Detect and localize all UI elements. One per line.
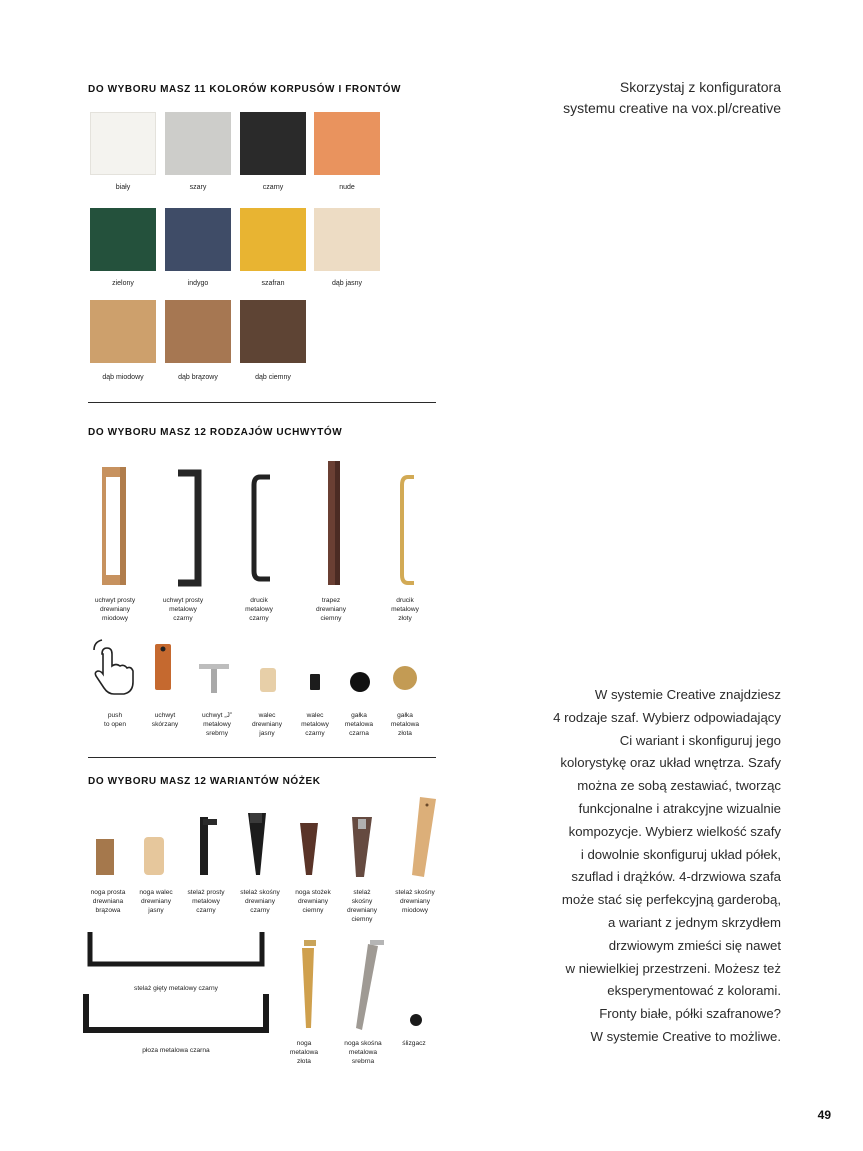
swatch-label: zielony [112, 280, 134, 287]
swatch-label: nude [339, 184, 355, 191]
dark-wood-cone-leg-icon [300, 823, 318, 875]
leg-caption: noga metalowa złota [289, 1040, 319, 1065]
body-line: Ci wariant i skonfiguruj jego [619, 732, 781, 748]
body-line: W systemie Creative to możliwe. [590, 1028, 781, 1044]
swatch-nude [314, 112, 380, 175]
push-to-open-hand-icon [94, 640, 133, 694]
swatch-label: biały [115, 184, 131, 191]
light-wood-cylinder-knob-icon [260, 668, 276, 692]
body-line: kompozycje. Wybierz wielkość szafy [568, 823, 781, 839]
light-wood-cylinder-leg-icon [144, 837, 164, 875]
leg-caption: stelaż skośny drewniany czarny [240, 889, 280, 914]
leg-caption: noga stożek drewniany ciemny [295, 889, 331, 914]
swatch-label: czarny [262, 184, 284, 191]
swatch-label: dąb jasny [332, 280, 362, 287]
gold-metal-leg-icon [302, 940, 316, 1028]
section-divider [88, 402, 436, 403]
handle-caption: uchwyt prosty metalowy czarny [162, 597, 204, 622]
page-number: 49 [817, 1108, 831, 1122]
body-line: w niewielkiej przestrzeni. Możesz też [565, 960, 781, 976]
swatch-czarny [240, 112, 306, 175]
swatch-dab-ciemny [240, 300, 306, 363]
black-metal-cylinder-knob-icon [310, 674, 320, 690]
honey-wood-slanted-leg-icon [412, 797, 436, 877]
handle-caption: gałka metalowa złota [390, 712, 420, 737]
colors-heading: DO WYBORU MASZ 11 KOLORÓW KORPUSÓW I FRONTÓW [88, 84, 402, 95]
body-line: szuflad i drążków. 4-drzwiowa szafa [571, 869, 781, 885]
configurator-note-line-2: systemu creative na vox.pl/creative [563, 100, 781, 116]
body-line: może stać się perfekcyjną garderobą, [561, 892, 781, 908]
body-line: eksperymentować z kolorami. [607, 983, 781, 999]
handle-caption: uchwyt „J” metalowy srebrny [201, 712, 233, 737]
leg-caption: noga walec drewniany jasny [139, 889, 173, 914]
color-swatch-grid [0, 0, 863, 400]
body-line: Fronty białe, półki szafranowe? [599, 1006, 781, 1022]
swatch-label: szary [189, 184, 207, 191]
leg-caption: stelaż gięty metalowy czarny [134, 985, 218, 992]
swatch-label: szafran [261, 280, 285, 287]
black-bent-frame-icon [90, 932, 262, 964]
black-wood-slanted-leg-icon [248, 813, 266, 875]
black-wire-handle-icon [254, 477, 270, 579]
dark-wood-trapeze-handle-icon [328, 461, 340, 585]
handle-caption: drucik metalowy złoty [391, 597, 419, 622]
body-line: a wariant z jednym skrzydłem [608, 914, 781, 930]
handle-caption: drucik metalowy czarny [245, 597, 273, 622]
configurator-note-line-1: Skorzystaj z konfiguratora [619, 79, 781, 95]
body-line: kolorystykę oraz układ wnętrza. Szafy [560, 755, 781, 771]
legs-heading: DO WYBORU MASZ 12 WARIANTÓW NÓŻEK [88, 776, 321, 787]
body-text [553, 684, 781, 1049]
body-line: 4 rodzaje szaf. Wybierz odpowiadający [553, 709, 781, 725]
body-line: W systemie Creative znajdziesz [594, 687, 781, 702]
handle-caption: gałka metalowa czarna [344, 712, 374, 737]
body-line: i dowolnie skonfiguruj układ półek, [580, 846, 781, 862]
handles-heading: DO WYBORU MASZ 12 RODZAJÓW UCHWYTÓW [88, 427, 343, 438]
leather-handle-icon [155, 644, 171, 690]
gold-round-knob-icon [393, 666, 417, 690]
swatch-label: indygo [187, 280, 209, 287]
wooden-bar-handle-icon [102, 467, 126, 585]
black-skid-frame-icon [86, 994, 266, 1030]
body-line: funkcjonalne i atrakcyjne wizualnie [578, 800, 781, 816]
handle-caption: walec metalowy czarny [301, 712, 329, 737]
swatch-label: dąb miodowy [102, 374, 144, 381]
leg-caption: stelaż skośny drewniany ciemny [346, 889, 378, 923]
swatch-label: dąb ciemny [255, 374, 291, 381]
handle-caption: trapez drewniany ciemny [315, 597, 347, 622]
handles-row-1-illustrations [80, 455, 440, 590]
swatch-dab-jasny [314, 208, 380, 271]
dark-wood-slanted-frame-leg-icon [352, 817, 372, 877]
leg-caption: płoza metalowa czarna [142, 1047, 210, 1054]
swatch-dab-miodowy [90, 300, 156, 363]
black-ball-knob-icon [350, 672, 370, 692]
silver-slanted-leg-icon [356, 940, 384, 1030]
handle-caption: uchwyt skórzany [151, 712, 179, 728]
swatch-bialy [90, 112, 156, 175]
silver-j-handle-icon [199, 664, 229, 693]
swatch-zielony [90, 208, 156, 271]
brown-wood-straight-leg-icon [96, 839, 114, 875]
leg-caption: stelaż prosty metalowy czarny [187, 889, 225, 914]
handle-caption: push to open [104, 712, 126, 728]
leg-caption: noga prosta drewniana brązowa [90, 889, 126, 914]
handle-caption: uchwyt prosty drewniany miodowy [94, 597, 136, 622]
swatch-szafran [240, 208, 306, 271]
swatch-dab-brazowy [165, 300, 231, 363]
leg-caption: stelaż skośny drewniany miodowy [395, 889, 435, 914]
body-line: drzwiowym zmieści się nawet [608, 937, 781, 953]
glider-icon [410, 1014, 422, 1026]
handle-caption: walec drewniany jasny [251, 712, 283, 737]
black-bar-handle-icon [178, 473, 198, 583]
black-straight-frame-leg-icon [200, 817, 217, 875]
swatch-indygo [165, 208, 231, 271]
handles-row-2-illustrations [80, 636, 440, 704]
body-line: można ze sobą zestawiać, tworząc [577, 778, 781, 794]
swatch-label: dąb brązowy [178, 374, 218, 381]
leg-caption: ślizgacz [402, 1040, 426, 1047]
swatch-szary [165, 112, 231, 175]
leg-caption: noga skośna metalowa srebrna [344, 1040, 382, 1065]
gold-wire-handle-icon [402, 477, 414, 583]
section-divider [88, 757, 436, 758]
legs-row-1-illustrations [80, 795, 450, 887]
